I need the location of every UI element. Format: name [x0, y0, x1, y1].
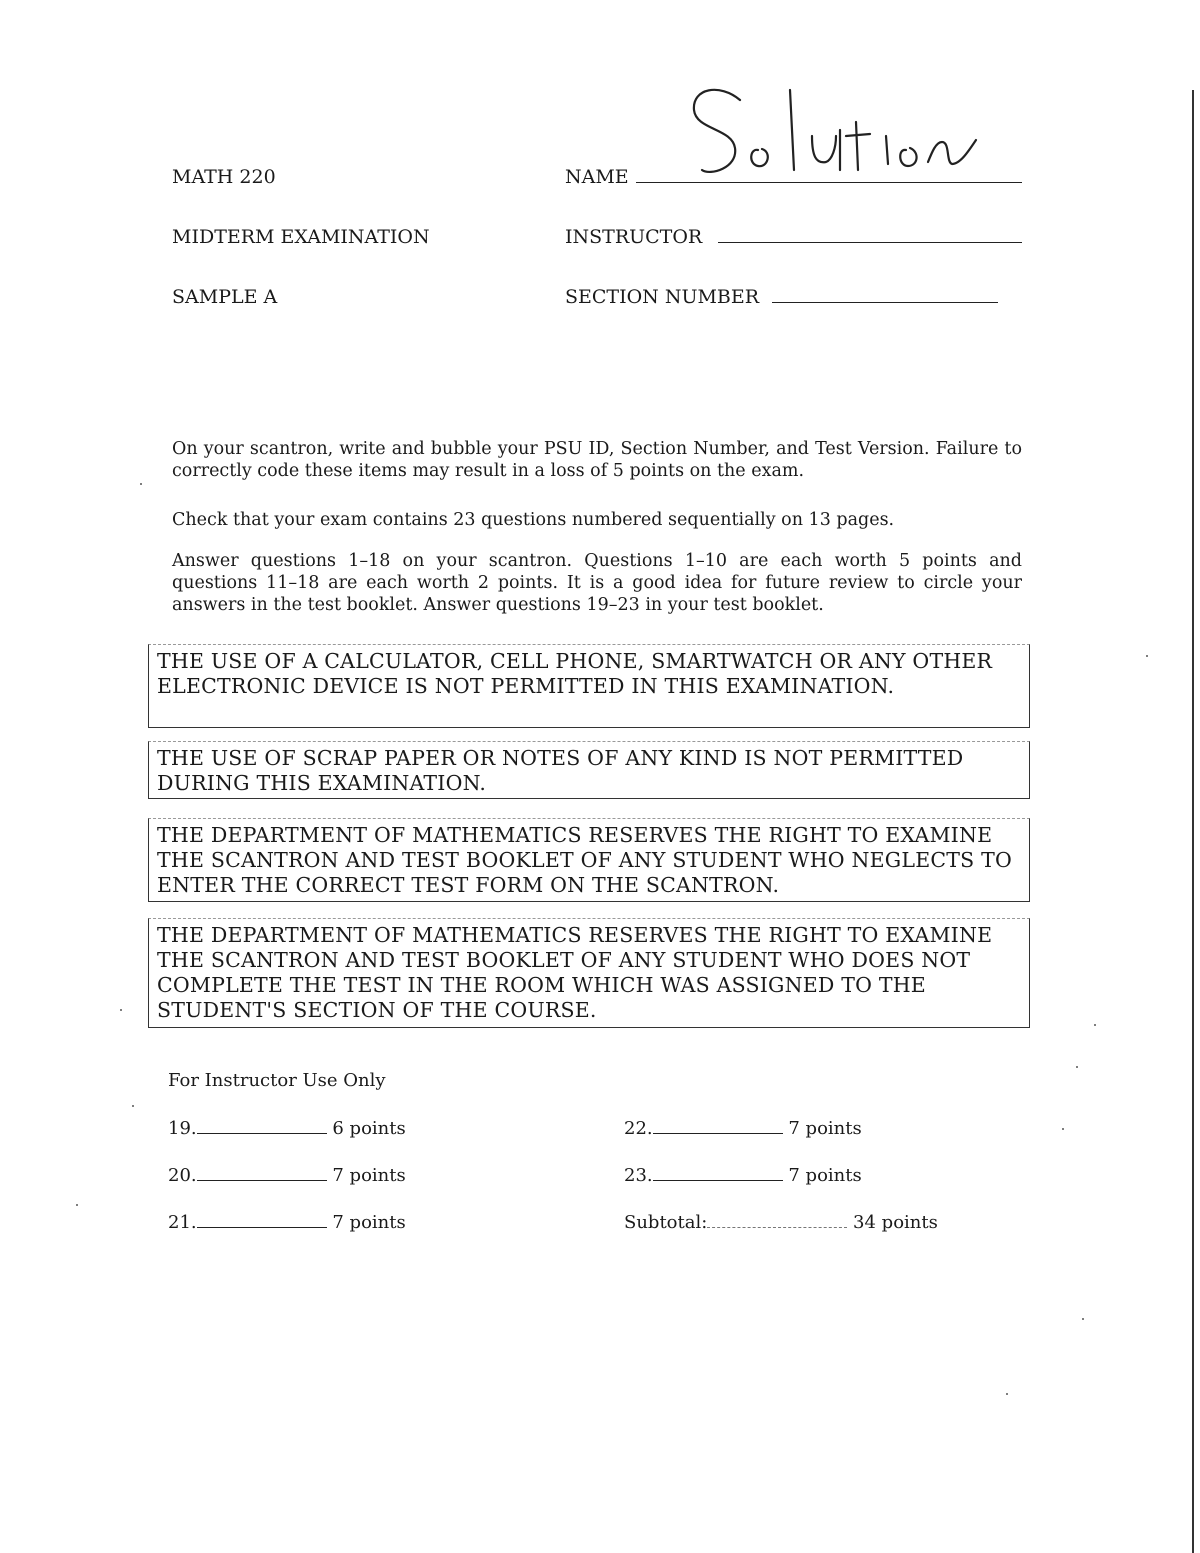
rule-test-form: THE DEPARTMENT OF MATHEMATICS RESERVES THE RIGHT TO EXAMINE THE SCANTRON AND TEST BOOKLET OF ANY STUDENT WHO NEGLECTS TO ENTER THE CORRECT TEST FORM ON THE SCANTRON. — [148, 818, 1030, 902]
sample-label: SAMPLE A — [172, 286, 278, 308]
score-blank[interactable] — [653, 1166, 783, 1181]
question-number: 23. — [624, 1165, 653, 1186]
name-label: NAME — [565, 166, 629, 188]
instructor-use-title: For Instructor Use Only — [168, 1070, 386, 1091]
section-number-label: SECTION NUMBER — [565, 286, 760, 308]
score-blank[interactable] — [197, 1119, 327, 1134]
scan-speck — [1076, 1066, 1078, 1068]
score-row-22 — [624, 1118, 862, 1139]
question-number: 21. — [168, 1212, 197, 1233]
instructor-field[interactable] — [718, 242, 1022, 243]
score-blank[interactable] — [653, 1119, 783, 1134]
score-blank[interactable] — [197, 1166, 327, 1181]
question-number: 20. — [168, 1165, 197, 1186]
points-value: 7 points — [788, 1118, 862, 1139]
scan-speck — [1062, 1128, 1064, 1130]
course-title: MATH 220 — [172, 166, 276, 188]
scan-speck — [132, 1105, 134, 1107]
scan-speck — [140, 483, 142, 485]
handwritten-signature — [680, 78, 980, 188]
scan-speck — [120, 1009, 122, 1011]
exam-title: MIDTERM EXAMINATION — [172, 226, 430, 248]
question-number: 19. — [168, 1118, 197, 1139]
section-number-field[interactable] — [772, 302, 998, 303]
scan-speck — [1146, 655, 1148, 657]
score-blank[interactable] — [197, 1213, 327, 1228]
score-row-23 — [624, 1165, 862, 1186]
points-value: 7 points — [332, 1212, 406, 1233]
scan-speck — [1006, 1393, 1008, 1395]
points-value: 34 points — [853, 1212, 938, 1233]
instruction-scantron: On your scantron, write and bubble your PSU ID, Section Number, and Test Version. Failure to correctly code these items may result in a loss of 5 points on the exam. — [172, 439, 1022, 481]
rule-scrap-paper: THE USE OF SCRAP PAPER OR NOTES OF ANY KIND IS NOT PERMITTED DURING THIS EXAMINATION. — [148, 741, 1030, 799]
rule-electronic-devices: THE USE OF A CALCULATOR, CELL PHONE, SMARTWATCH OR ANY OTHER ELECTRONIC DEVICE IS NOT PERMITTED IN THIS EXAMINATION. — [148, 644, 1030, 728]
points-value: 7 points — [332, 1165, 406, 1186]
score-row-subtotal — [624, 1212, 938, 1233]
instructor-label: INSTRUCTOR — [565, 226, 703, 248]
subtotal-label: Subtotal: — [624, 1212, 708, 1233]
instruction-answer-questions: Answer questions 1–18 on your scantron. Questions 1–10 are each worth 5 points and questions 11–18 are each worth 2 points. It is a good idea for future review to circle your answers in the test booklet. Answer questions 19–23 in your test booklet. — [172, 551, 1022, 615]
points-value: 7 points — [788, 1165, 862, 1186]
scan-edge — [1192, 90, 1194, 1553]
score-row-19 — [168, 1118, 406, 1139]
instruction-page-check: Check that your exam contains 23 questions numbered sequentially on 13 pages. — [172, 510, 895, 530]
scan-speck — [1094, 1024, 1096, 1026]
points-value: 6 points — [332, 1118, 406, 1139]
subtotal-blank[interactable] — [707, 1213, 847, 1228]
scan-speck — [76, 1204, 78, 1206]
rule-assigned-room: THE DEPARTMENT OF MATHEMATICS RESERVES THE RIGHT TO EXAMINE THE SCANTRON AND TEST BOOKLET OF ANY STUDENT WHO DOES NOT COMPLETE THE TEST IN THE ROOM WHICH WAS ASSIGNED TO THE STUDENT'S SECTION OF THE COURSE. — [148, 918, 1030, 1028]
scan-speck — [1082, 1318, 1084, 1320]
score-row-21 — [168, 1212, 406, 1233]
question-number: 22. — [624, 1118, 653, 1139]
score-row-20 — [168, 1165, 406, 1186]
